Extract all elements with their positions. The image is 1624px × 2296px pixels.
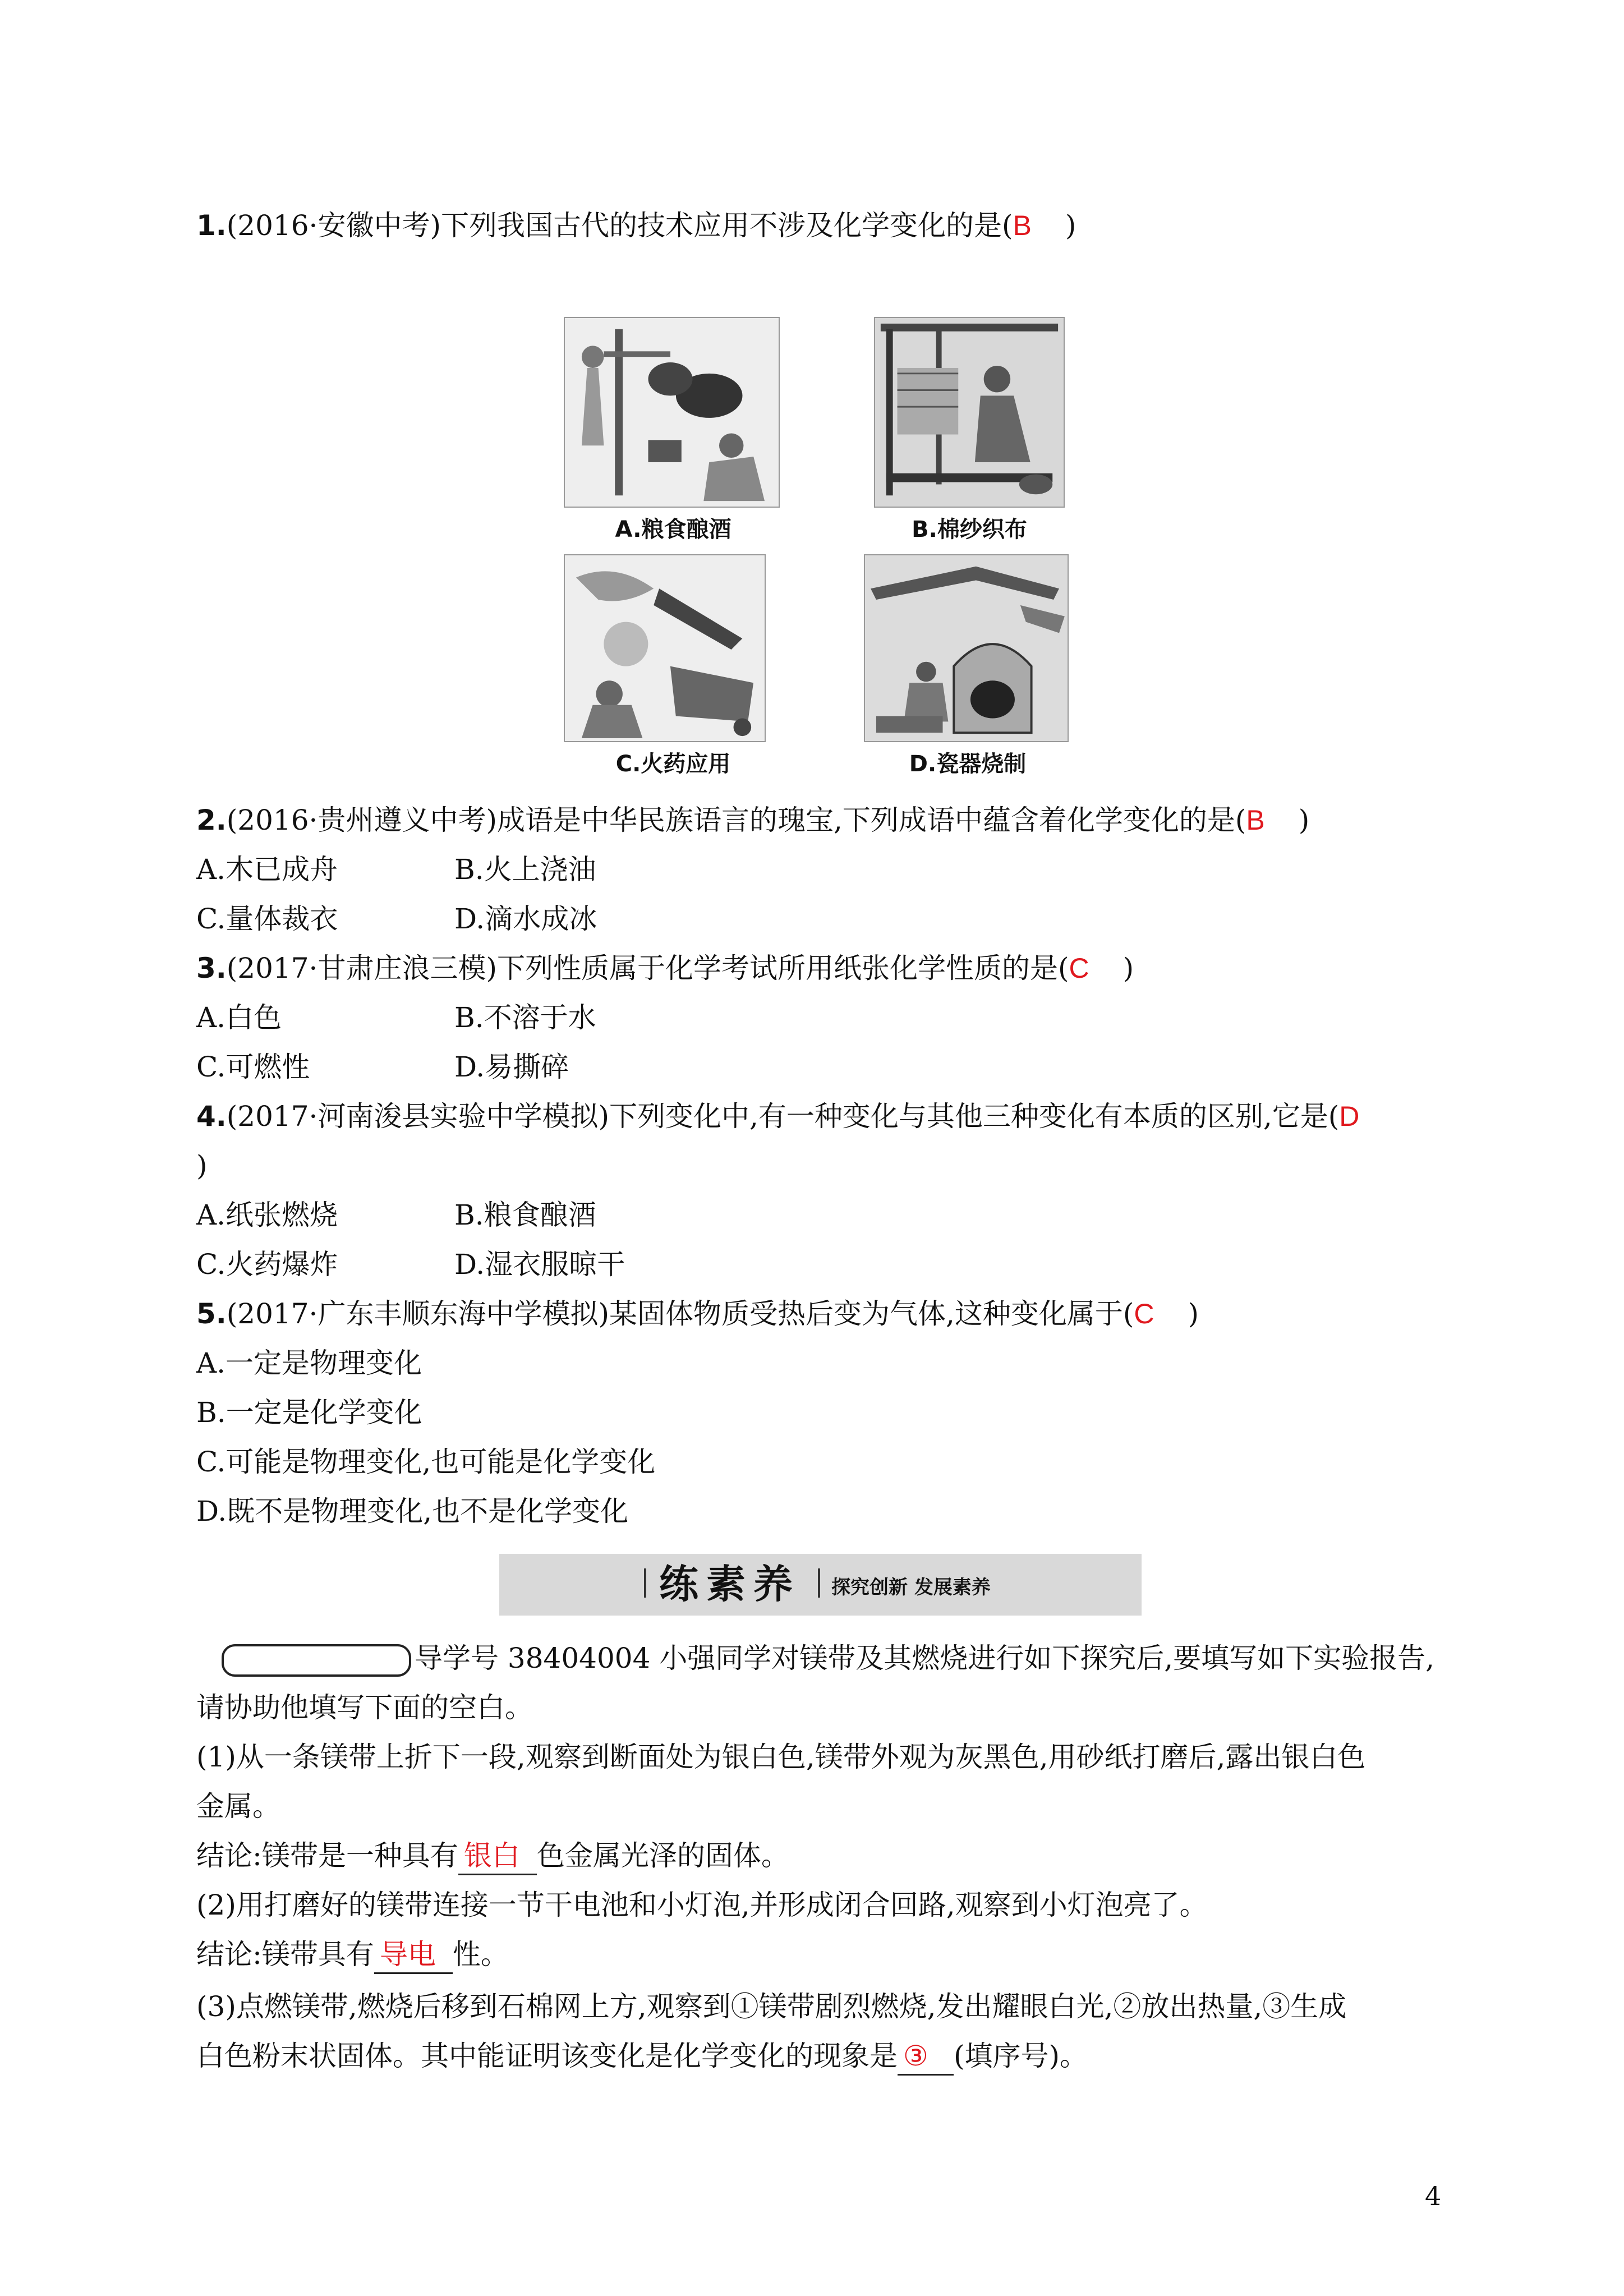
question-number: 2. xyxy=(196,804,227,836)
conclusion-1 xyxy=(196,1838,789,1875)
figure-caption-a: A.粮食酿酒 xyxy=(615,517,732,542)
option-c: C.量体裁衣 xyxy=(196,903,338,935)
conclusion-text: 结论:镁带具有 xyxy=(196,1938,374,1971)
question-number: 1. xyxy=(196,209,227,242)
paragraph-1-cont: 金属。 xyxy=(196,1790,280,1823)
weaving-illustration xyxy=(874,317,1065,508)
question-number: 3. xyxy=(196,952,227,984)
question-text: (2017·河南浚县实验中学模拟)下列变化中,有一种变化与其他三种变化有本质的区别,它是( xyxy=(226,1100,1340,1133)
paren-close: ) xyxy=(1188,1297,1199,1330)
answer: D xyxy=(1339,1101,1360,1132)
question-text: (2017·广东丰顺东海中学模拟)某固体物质受热后变为气体,这种变化属于( xyxy=(226,1297,1134,1330)
paren-close: ) xyxy=(1298,804,1310,836)
divider xyxy=(644,1568,646,1598)
option-a: A.一定是物理变化 xyxy=(196,1347,422,1379)
gunpowder-drawing xyxy=(565,555,765,741)
paragraph-text: (填序号)。 xyxy=(954,2040,1088,2072)
option-d: D.滴水成冰 xyxy=(454,903,597,935)
option-b: B.一定是化学变化 xyxy=(196,1396,422,1429)
figure-caption-c: C.火药应用 xyxy=(615,751,731,777)
winemaking-drawing xyxy=(565,318,779,507)
paragraph-text: 白色粉末状固体。其中能证明该变化是化学变化的现象是 xyxy=(196,2040,898,2072)
question-4 xyxy=(196,1098,1359,1134)
section-banner xyxy=(499,1554,1142,1616)
answer-blank: ③ xyxy=(898,2038,954,2076)
page-number: 4 xyxy=(1425,2181,1442,2211)
question-number: 5. xyxy=(196,1297,227,1330)
answer: B xyxy=(1013,210,1032,241)
option-d: D.易撕碎 xyxy=(454,1051,569,1083)
option-c: C.可能是物理变化,也可能是化学变化 xyxy=(196,1446,656,1478)
answer: C xyxy=(1134,1298,1154,1329)
option-c: C.可燃性 xyxy=(196,1051,310,1083)
answer-blank: 导电 xyxy=(374,1936,453,1974)
winemaking-illustration xyxy=(564,317,780,508)
paragraph-3-cont xyxy=(196,2038,1088,2076)
paragraph-3: (3)点燃镁带,燃烧后移到石棉网上方,观察到①镁带剧烈燃烧,发出耀眼白光,②放出热量,③生成 xyxy=(196,1990,1347,2023)
option-d: D.湿衣服晾干 xyxy=(454,1248,625,1281)
conclusion-text: 结论:镁带是一种具有 xyxy=(196,1839,458,1872)
question-4-close: ) xyxy=(196,1149,208,1182)
answer-blank: 银白 xyxy=(458,1838,537,1875)
question-text: (2016·贵州遵义中考)成语是中华民族语言的瑰宝,下列成语中蕴含着化学变化的是( xyxy=(226,804,1246,836)
figure-caption-b: B.棉纱织布 xyxy=(912,517,1027,542)
paragraph-1: (1)从一条镁带上折下一段,观察到断面处为银白色,镁带外观为灰黑色,用砂纸打磨后,露出银白色 xyxy=(196,1741,1366,1773)
question-5 xyxy=(196,1296,1199,1332)
conclusion-2 xyxy=(196,1936,509,1974)
porcelain-kiln-drawing xyxy=(865,555,1068,741)
option-a: A.木已成舟 xyxy=(196,853,338,886)
option-c: C.火药爆炸 xyxy=(196,1248,338,1281)
question-1 xyxy=(196,208,1076,243)
question-2 xyxy=(196,802,1309,838)
paren-close: ) xyxy=(1065,209,1076,242)
section-subtitle: 探究创新 发展素养 xyxy=(831,1576,991,1599)
option-b: B.火上浇油 xyxy=(454,853,596,886)
answer: B xyxy=(1246,804,1265,836)
option-d: D.既不是物理变化,也不是化学变化 xyxy=(196,1495,629,1527)
gunpowder-illustration xyxy=(564,554,766,742)
intro-text: 导学号 38404004 小强同学对镁带及其燃烧进行如下探究后,要填写如下实验报告, xyxy=(415,1642,1435,1674)
question-3 xyxy=(196,950,1134,986)
paragraph-2: (2)用打磨好的镁带连接一节干电池和小灯泡,并形成闭合回路,观察到小灯泡亮了。 xyxy=(196,1889,1208,1921)
porcelain-kiln-illustration xyxy=(864,554,1069,742)
answer: C xyxy=(1069,953,1089,984)
conclusion-text: 色金属光泽的固体。 xyxy=(536,1839,789,1872)
figure-caption-d: D.瓷器烧制 xyxy=(909,751,1027,777)
weaving-drawing xyxy=(875,318,1064,507)
question-number: 4. xyxy=(196,1100,227,1133)
question-text: (2016·安徽中考)下列我国古代的技术应用不涉及化学变化的是( xyxy=(226,209,1013,242)
option-b: B.不溶于水 xyxy=(454,1001,596,1034)
conclusion-text: 性。 xyxy=(452,1938,509,1971)
option-a: A.白色 xyxy=(196,1001,282,1034)
paren-close: ) xyxy=(1122,952,1134,984)
question-number-box xyxy=(222,1644,411,1677)
option-a: A.纸张燃烧 xyxy=(196,1199,338,1231)
question-text: (2017·甘肃庄浪三模)下列性质属于化学考试所用纸张化学性质的是( xyxy=(226,952,1069,984)
exploration-intro xyxy=(222,1640,1434,1677)
divider xyxy=(818,1568,820,1598)
intro-text-2: 请协助他填写下面的空白。 xyxy=(196,1691,533,1724)
section-title: 练素养 xyxy=(659,1561,801,1607)
option-b: B.粮食酿酒 xyxy=(454,1199,596,1231)
